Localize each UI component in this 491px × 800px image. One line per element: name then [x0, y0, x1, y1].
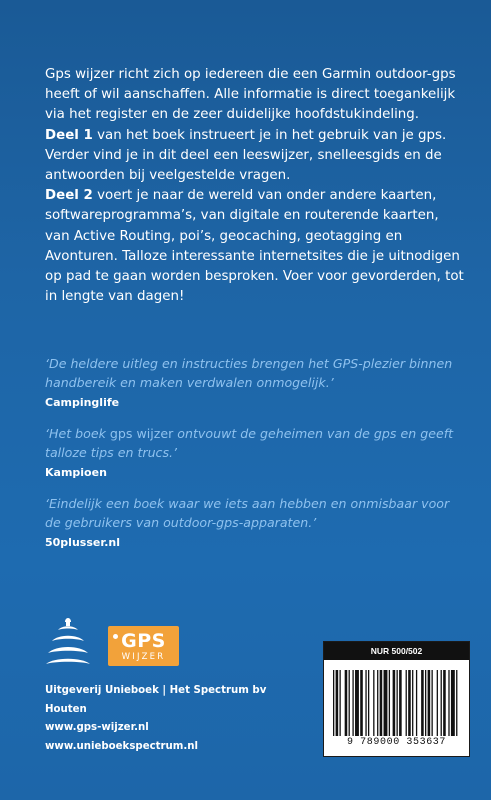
quote-text-booktitle: gps wijzer [109, 426, 174, 441]
barcode-bar [377, 670, 378, 736]
deel2-paragraph [45, 186, 465, 307]
quote-text: ‘De heldere uitleg en instructies brengen het GPS-plezier binnen handbereik en maken verdwalen onmogelijk.’ [45, 356, 453, 390]
barcode-bar [373, 670, 374, 736]
barcode-bar [406, 670, 407, 736]
barcode-bar [408, 670, 411, 736]
isbn-number: 9 789000 353637 [346, 737, 446, 748]
intro-paragraph: Gps wijzer richt zich op iedereen die een Garmin outdoor-gps heeft of wil aanschaffen. Alle informatie is direct toegankelijk via het register en de zeer duidelijke hoofdstukindeling. [45, 67, 456, 123]
barcode-bar [380, 670, 383, 736]
quote-campinglife [45, 354, 465, 412]
quote-kampioen [45, 424, 465, 482]
deel1-label: Deel 1 [45, 127, 93, 143]
barcode-bar [437, 670, 438, 736]
description-text [45, 65, 465, 307]
publisher-name: Uitgeverij Unieboek | Het Spectrum bv [45, 685, 267, 696]
barcode-bar [431, 670, 432, 736]
quote-50plusser [45, 494, 465, 552]
publisher-info [45, 682, 266, 756]
barcode-bar [333, 670, 334, 736]
barcode-bar [365, 670, 366, 736]
barcode-bar [345, 670, 348, 736]
barcode-panel [323, 641, 470, 757]
barcode-bar [389, 670, 390, 736]
deel2-label: Deel 2 [45, 188, 93, 204]
barcode-bar [393, 670, 396, 736]
logo-dot-icon [113, 634, 118, 639]
barcode-bar [425, 670, 426, 736]
review-quotes [45, 354, 465, 564]
barcode-bar [352, 670, 353, 736]
quote-text-before: ‘Het boek [45, 426, 110, 441]
quote-source: 50plusser.nl [45, 536, 120, 549]
barcode-bar [384, 670, 388, 736]
quote-source: Campinglife [45, 396, 120, 409]
nur-code: NUR 500/502 [324, 642, 469, 660]
barcode-bar [360, 670, 363, 736]
quote-text-after: ontvouwt de geheimen van de gps en geeft talloze tips en trucs.’ [45, 426, 454, 460]
barcode-icon [333, 670, 460, 736]
barcode-bar [412, 670, 413, 736]
barcode-bar [416, 670, 417, 736]
quote-source: Kampioen [45, 466, 107, 479]
logo-wijzer-text: WIJZER [121, 652, 166, 662]
barcode-bar [368, 670, 369, 736]
logo-gps-text: GPS [121, 630, 166, 652]
deel1-paragraph [45, 126, 465, 187]
quote-text [45, 424, 465, 462]
quote-text: ‘Eindelijk een boek waar we iets aan hebben en onmisbaar voor de gebruikers van outdoor-gps-apparaten.’ [45, 496, 450, 530]
website-link-gps-wijzer: www.gps-wijzer.nl [45, 722, 149, 733]
gps-wijzer-logo [108, 626, 179, 666]
barcode-bar [451, 670, 455, 736]
barcode-bar [336, 670, 339, 736]
barcode-bar [441, 670, 442, 736]
barcode-bar [355, 670, 359, 736]
barcode-bar [397, 670, 398, 736]
barcode-bar [443, 670, 446, 736]
barcode-bar [399, 670, 402, 736]
deel1-text: van het boek instrueert je in het gebruik van je gps. Verder vind je in dit deel een leeswijzer, snelleesgids en de antwoorden bij veelgestelde vragen. [45, 127, 447, 184]
unieboek-tree-icon [44, 616, 92, 666]
barcode-bar [448, 670, 449, 736]
barcode-bar [421, 670, 424, 736]
barcode-bar [349, 670, 350, 736]
publisher-city: Houten [45, 703, 87, 715]
barcode-bar [456, 670, 457, 736]
barcode-bar [339, 670, 340, 736]
deel2-text: voert je naar de wereld van onder andere kaarten, softwareprogramma’s, van digitale en routerende kaarten, van Active Routing, poi’s, geocaching, geotagging en Avonturen. Talloze interessante internetsites die je uitnodigen op pad te gaan worden besproken. Voer voor gevorderden, tot in lengte van dagen! [45, 188, 464, 305]
website-link-unieboekspectrum: www.unieboekspectrum.nl [45, 740, 199, 752]
barcode-bar [428, 670, 431, 736]
